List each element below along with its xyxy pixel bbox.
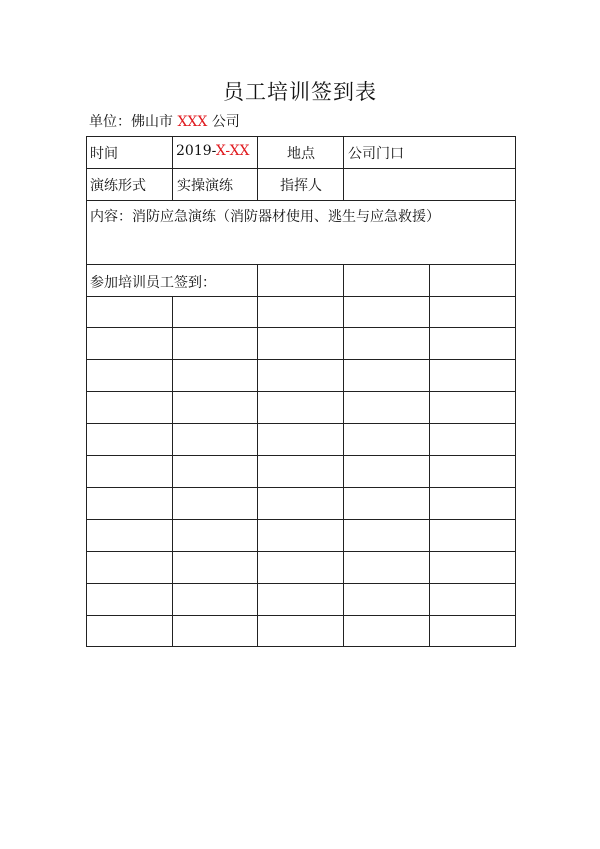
table-col-line [257, 136, 258, 200]
form-label: 演练形式 [90, 178, 146, 194]
table-line [86, 519, 516, 520]
table-border-right [515, 136, 516, 647]
unit-placeholder: XXX [177, 114, 208, 130]
document-title: 员工培训签到表 [223, 80, 377, 104]
table-line-signin [86, 296, 516, 297]
table-line-row1 [86, 168, 516, 169]
table-border-top [86, 136, 516, 137]
table-line [86, 551, 516, 552]
commander-label: 指挥人 [280, 178, 322, 194]
table-line [86, 583, 516, 584]
table-line [86, 455, 516, 456]
table-line [86, 359, 516, 360]
table-border-left [86, 136, 87, 647]
date-placeholder: X-XX [215, 143, 250, 159]
content-text: 内容：消防应急演练（消防器材使用、逃生与应急救援） [90, 209, 440, 225]
signin-label: 参加培训员工签到： [90, 275, 216, 291]
location-label: 地点 [287, 146, 315, 162]
table-line-content [86, 264, 516, 265]
table-col-line [429, 296, 430, 647]
table-col-line [429, 264, 430, 296]
table-col-line [257, 296, 258, 647]
table-line [86, 615, 516, 616]
table-line-row2 [86, 200, 516, 201]
date-value [176, 143, 250, 159]
table-line [86, 487, 516, 488]
location-value: 公司门口 [348, 146, 404, 162]
table-col-line [172, 296, 173, 647]
table-col-line [343, 264, 344, 296]
form-value: 实操演练 [177, 178, 233, 194]
table-line [86, 327, 516, 328]
signin-table [86, 136, 516, 647]
unit-line [89, 111, 240, 131]
time-label: 时间 [90, 146, 118, 162]
table-col-line [343, 136, 344, 200]
table-border-bottom [86, 646, 516, 647]
date-year: 2019- [176, 143, 216, 159]
table-col-line [172, 136, 173, 200]
unit-suffix: 公司 [211, 114, 240, 130]
table-col-line [257, 264, 258, 296]
table-col-line [343, 296, 344, 647]
unit-label: 单位：佛山市 [89, 114, 173, 130]
table-line [86, 423, 516, 424]
table-line [86, 391, 516, 392]
